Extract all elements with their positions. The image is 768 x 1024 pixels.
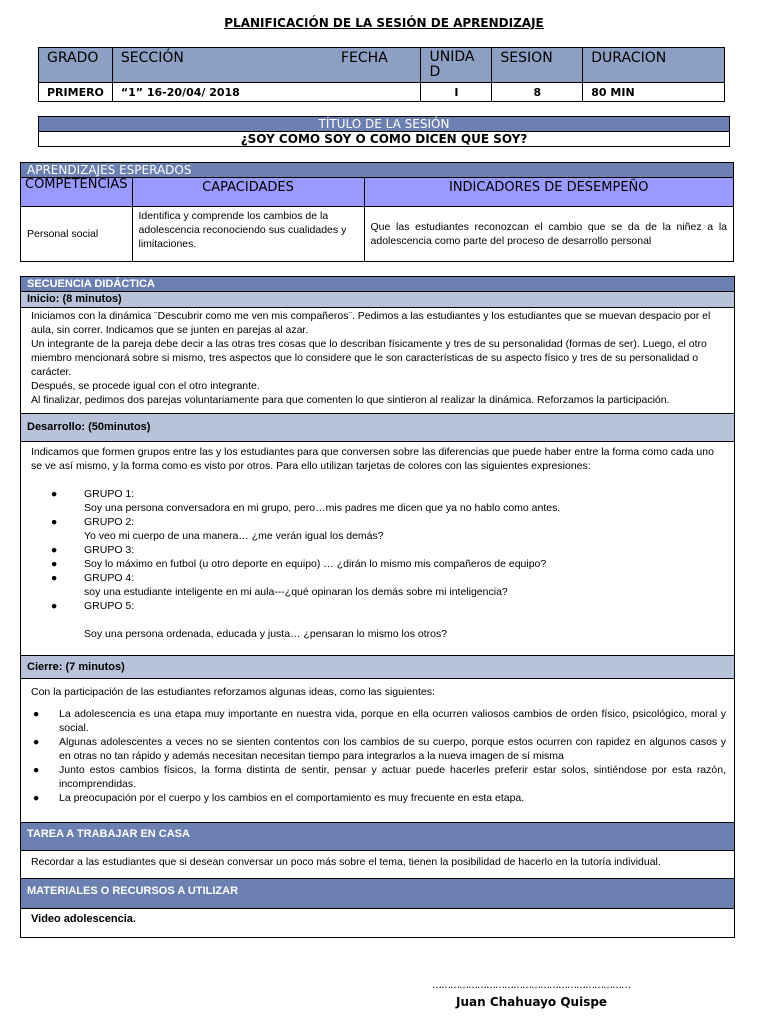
tarea-text: Recordar a las estudiantes que si desean conversar un poco más sobre el tema, tienen la posibilidad de hacerlo en la tutoría individual.: [31, 856, 661, 868]
unidad-label: UNIDA D: [421, 48, 492, 83]
session-header-table: [38, 47, 725, 102]
unidad-value: I: [421, 83, 492, 102]
cierre-text: [21, 685, 734, 805]
inicio-line: Iniciamos con la dinámica ¨Descubrir como me ven mis compañeros¨. Pedimos a las estudiantes y los estudiantes que se muevan despacio por el aula, sin correr. Indicamos que se junten en parejas al azar.: [31, 310, 711, 336]
list-item: ● GRUPO 5:: [51, 600, 135, 612]
bullet-icon: ●: [51, 572, 58, 584]
competencias-header: COMPETENCIAS: [21, 178, 133, 207]
grupo5-text: Soy una persona ordenada, educada y justa… ¿pensaran lo mismo los otros?: [84, 628, 448, 640]
list-item: ● Algunas adolescentes a veces no se sienten contentos con los cambios de su cuerpo, porque estos ocurren con rapidez en algunos casos y en otras no tan rápido y además necesitan necesitan tiempo para integrarlos a la nueva imagen de sí misma: [33, 736, 726, 762]
bullet-icon: ●: [33, 792, 40, 804]
bullet-icon: ●: [33, 736, 40, 748]
desarrollo-text: [21, 445, 734, 641]
bullet-icon: ●: [51, 600, 58, 612]
secuencia-didactica-box: [20, 276, 735, 938]
grupos-list: [31, 487, 726, 613]
sesion-label: SESION: [492, 48, 583, 83]
bullet-icon: ●: [51, 558, 58, 570]
document-title: PLANIFICACIÓN DE LA SESIÓN DE APRENDIZAJE: [224, 16, 544, 30]
seccion-fecha-label: [112, 48, 421, 83]
desarrollo-label: Desarrollo: (50minutos): [21, 413, 734, 442]
capacidades-header: CAPACIDADES: [132, 178, 364, 207]
bullet-icon: ●: [33, 764, 40, 776]
session-title-label: TÍTULO DE LA SESIÓN: [39, 117, 729, 131]
cierre-intro: Con la participación de las estudiantes reforzamos algunas ideas, como las siguientes:: [31, 686, 435, 698]
list-item: ● GRUPO 4: soy una estudiante inteligente en mi aula---¿qué opinaran los demás sobre mi inteligencia?: [51, 572, 508, 598]
grado-label: GRADO: [39, 48, 113, 83]
cierre-label: Cierre: (7 minutos): [21, 655, 734, 679]
list-item: ● La adolescencia es una etapa muy importante en nuestra vida, porque en ella ocurren valiosos cambios de orden físico, psicológico, moral y social.: [33, 708, 726, 734]
session-title-value: ¿SOY COMO SOY O COMO DICEN QUE SOY?: [39, 131, 729, 146]
fecha-label: FECHA: [340, 50, 388, 66]
list-item: ● La preocupación por el cuerpo y los cambios en el comportamiento es muy frecuente en esta etapa.: [33, 792, 525, 804]
seccion-label: SECCIÓN: [120, 50, 184, 66]
bullet-icon: ●: [51, 488, 58, 500]
session-title-box: [38, 116, 730, 147]
indicador-cell: Que las estudiantes reconozcan el cambio que se da de la niñez a la adolescencia como parte del proceso de desarrollo personal: [364, 207, 733, 262]
inicio-text: [21, 309, 734, 407]
duracion-label: DURACION: [583, 48, 725, 83]
materiales-text: Video adolescencia.: [31, 913, 136, 925]
inicio-line: Al finalizar, pedimos dos parejas voluntariamente para que comenten lo que sintieron al realizar la dinámica. Reforzamos la participación.: [31, 394, 670, 406]
competencia-cell: Personal social: [21, 207, 133, 262]
inicio-label: Inicio: (8 minutos): [21, 292, 734, 308]
indicadores-header: INDICADORES DE DESEMPEÑO: [364, 178, 733, 207]
list-item: ● Soy lo máximo en futbol (u otro deporte en equipo) … ¿dirán lo mismo mis compañeros de equipo?: [51, 558, 547, 570]
aprendizajes-table: [20, 162, 734, 262]
sesion-value: 8: [492, 83, 583, 102]
secuencia-label: SECUENCIA DIDÁCTICA: [21, 277, 734, 292]
capacidad-cell: Identifica y comprende los cambios de la adolescencia reconociendo sus cualidades y limitaciones.: [132, 207, 364, 262]
seccion-fecha-value: “1” 16-20/04/ 2018: [112, 83, 421, 102]
materiales-label: MATERIALES O RECURSOS A UTILIZAR: [21, 878, 734, 909]
bullet-icon: ●: [33, 708, 40, 720]
bullet-icon: ●: [51, 516, 58, 528]
aprendizajes-label: APRENDIZAJES ESPERADOS: [21, 163, 734, 178]
desarrollo-intro: Indicamos que formen grupos entre las y los estudiantes para que conversen sobre las diferencias que puede haber entre la forma como cada uno se ve así mismo, y la forma como es visto por otros. Para ello utilizan tarjetas de colores con las siguientes expresiones:: [31, 446, 714, 472]
cierre-list: [31, 707, 726, 805]
list-item: ● GRUPO 3:: [51, 544, 135, 556]
inicio-line: Un integrante de la pareja debe decir a las otras tres cosas que lo describan físicamente y tres de su personalidad (formas de ser). Luego, el otro miembro mencionará sobre si mismo, tres aspectos que lo considere que le son características de su aspecto físico y tres de su personalidad o carácter.: [31, 338, 707, 378]
list-item: ● GRUPO 1: Soy una persona conversadora en mi grupo, pero…mis padres me dicen que ya no hablo como antes.: [51, 488, 561, 514]
bullet-icon: ●: [51, 544, 58, 556]
signature-name: Juan Chahuayo Quispe: [456, 995, 608, 1009]
tarea-label: TAREA A TRABAJAR EN CASA: [21, 822, 734, 851]
duracion-value: 80 MIN: [583, 83, 725, 102]
list-item: ● Junto estos cambios físicos, la forma distinta de sentir, pensar y actuar puede hacerles preferir estar solos, sintiéndose por esta razón, incomprendidas.: [33, 764, 726, 790]
grado-value: PRIMERO: [39, 83, 113, 102]
list-item: ● GRUPO 2: Yo veo mi cuerpo de una manera… ¿me verán igual los demás?: [51, 516, 384, 542]
inicio-line: Después, se procede igual con el otro integrante.: [31, 380, 260, 392]
signature-line: …………………………………………………………: [432, 980, 630, 991]
